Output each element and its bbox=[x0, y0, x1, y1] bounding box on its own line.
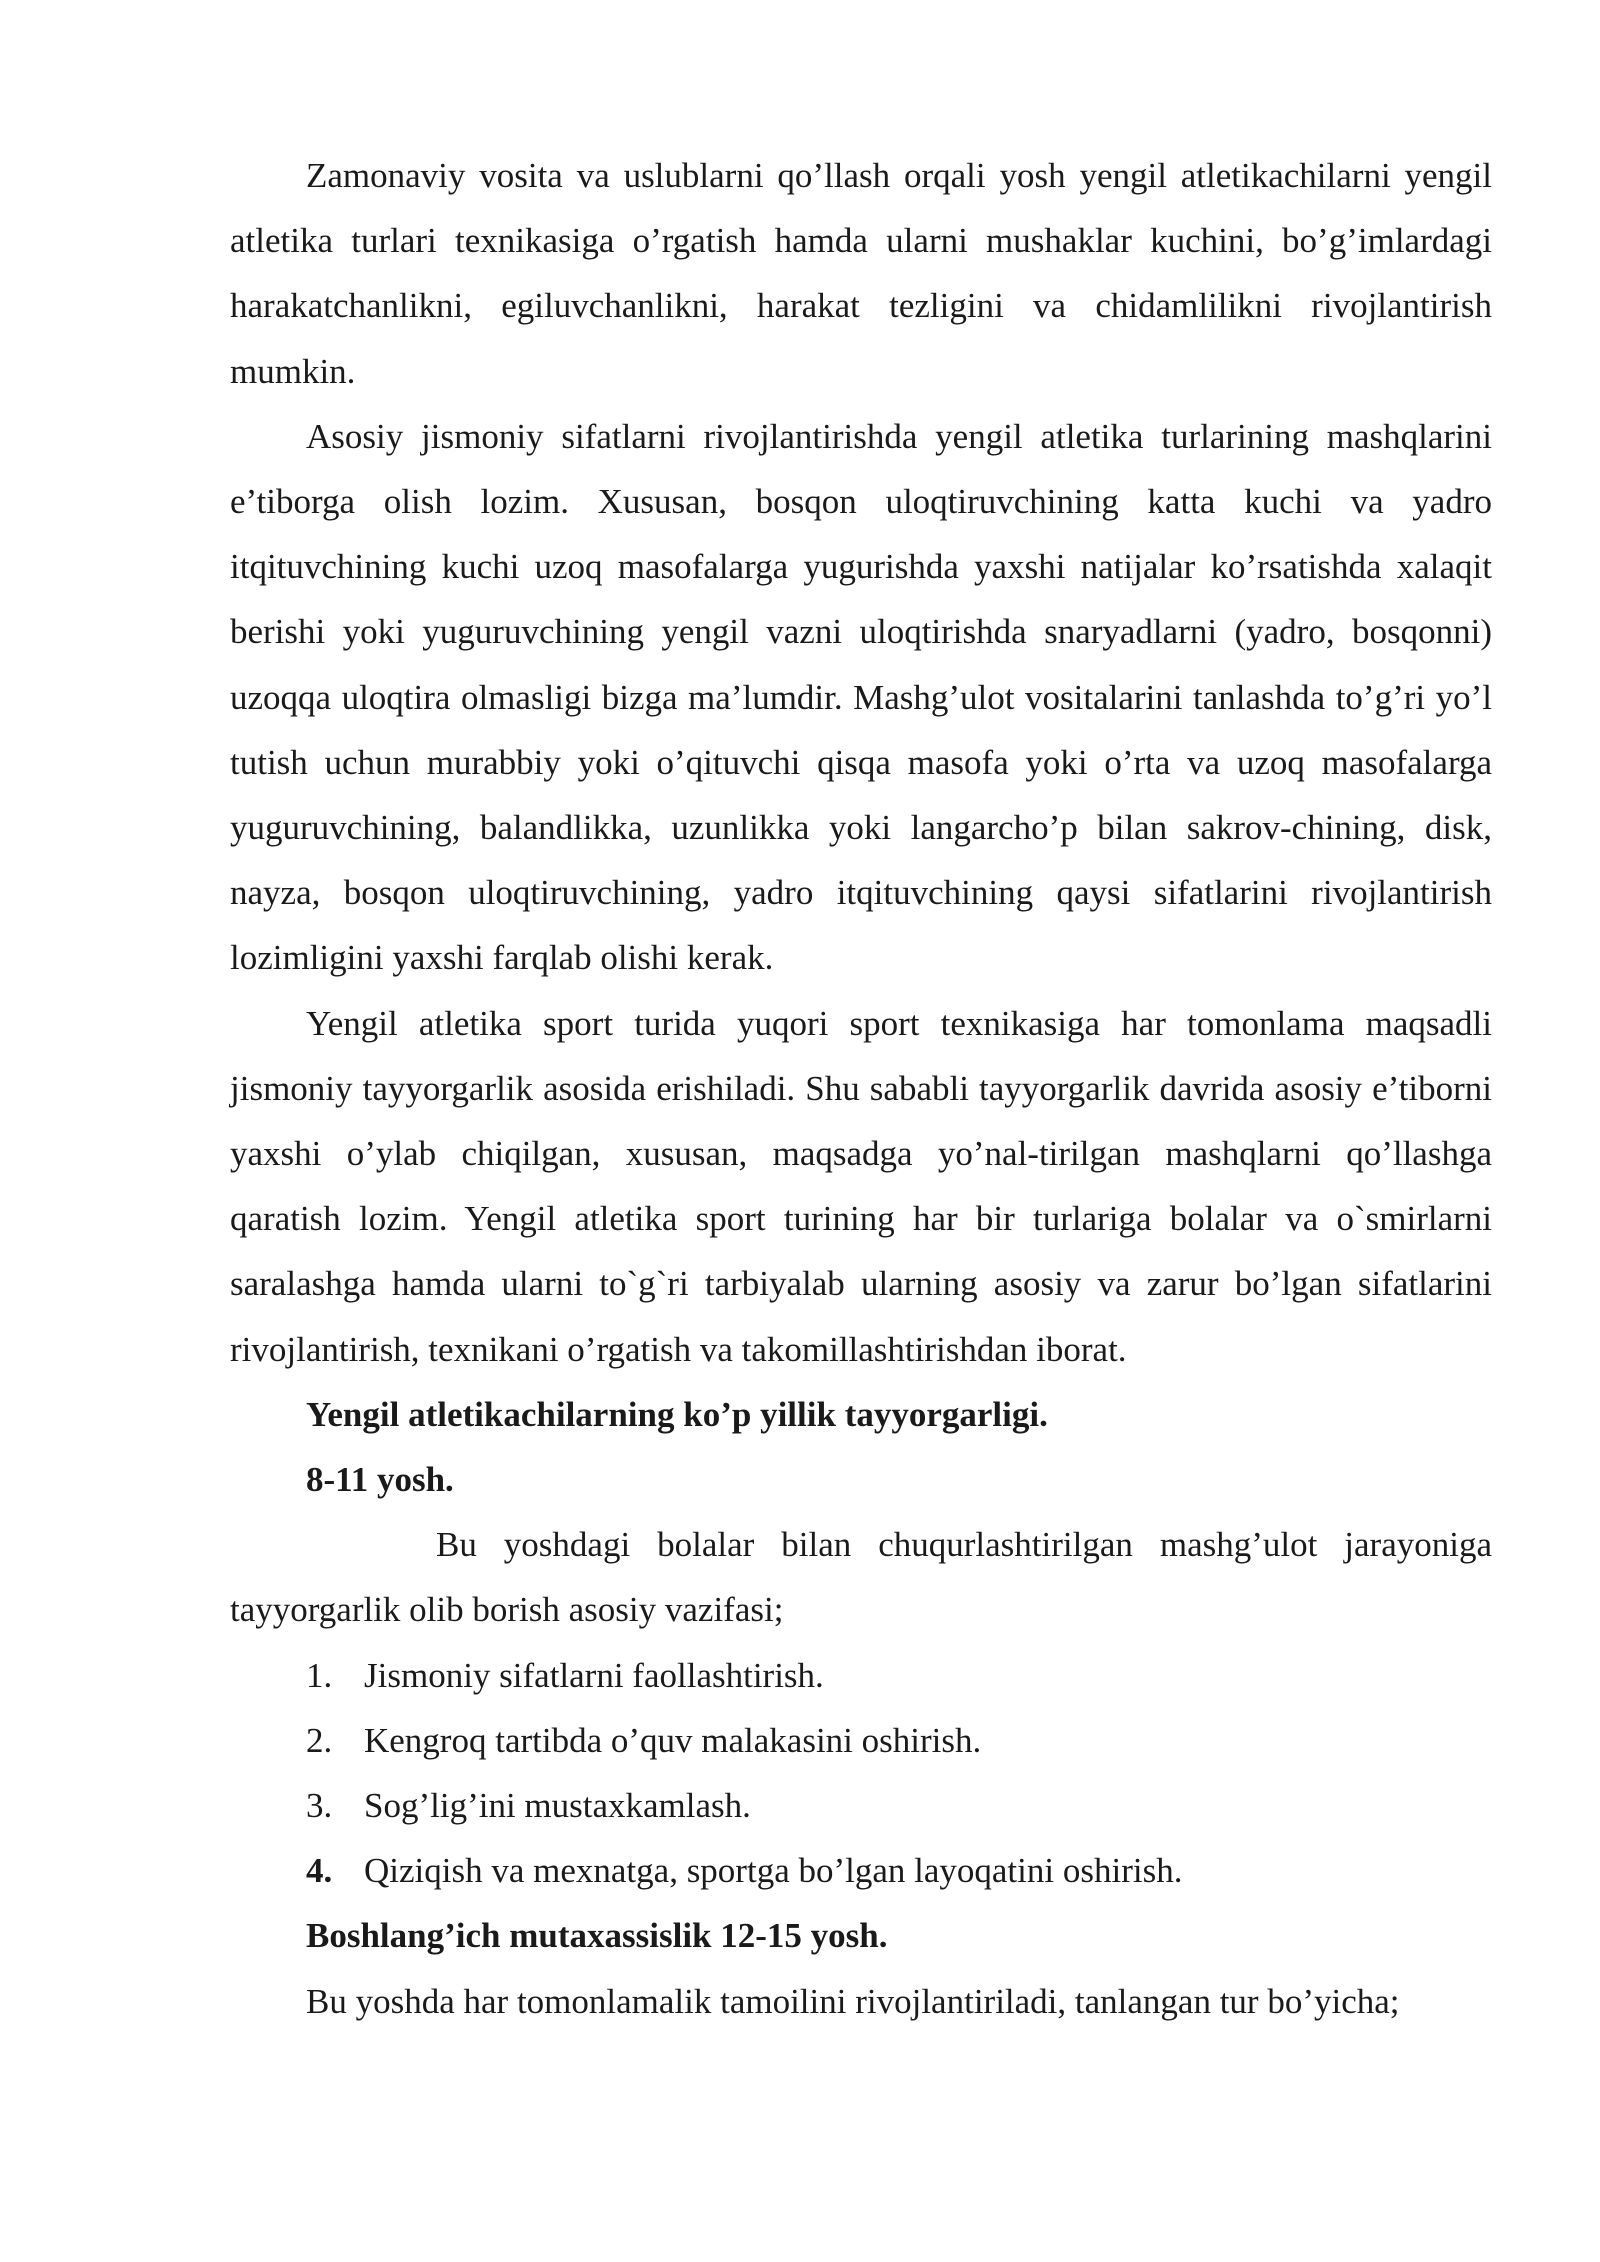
paragraph-physical-qualities: Asosiy jismoniy sifatlarni rivojlantirishda yengil atletika turlarining mashqlarini e’tiborga olish lozim. Xususan, bosqon uloqtiruvchining katta kuchi va yadro itqituvchining kuchi uzoq masofalarga yugurishda yaxshi natijalar ko’rsatishda xalaqit berishi yoki yuguruvchining yengil vazni uloqtirishda snaryadlarni (yadro, bosqonni) uzoqqa uloqtira olmasligi bizga ma’lumdir. Mashg’ulot vositalarini tanlashda to’g’ri yo’l tutish uchun murabbiy yoki o’qituvchi qisqa masofa yoki o’rta va uzoq masofalarga yuguruvchining, balandlikka, uzunlikka yoki langarcho’p bilan sakrov-chining, disk, nayza, bosqon uloqtiruvchining, yadro itqituvchining qaysi sifatlarini rivojlantirish lozimligini yaxshi farqlab olishi kerak. bbox=[230, 416, 1492, 978]
paragraph-age-12-15: Bu yoshda har tomonlamalik tamoilini rivojlantiriladi, tanlangan tur bo’yicha; bbox=[306, 1981, 1400, 2021]
list-item-number: 1. bbox=[306, 1655, 333, 1695]
paragraph-modern-methods: Zamonaviy vosita va uslublarni qo’llash orqali yosh yengil atletikachilarni yengil atletika turlari texnikasiga o’rgatish hamda ularni mushaklar kuchini, bo’g’imlardagi harakatchanlikni, egiluvchanlikni, harakat tezligini va chidamlilikni rivojlantirish mumkin. bbox=[230, 156, 1492, 391]
list-item bbox=[230, 1773, 1492, 1838]
list-item-text: Kengroq tartibda o’quv malakasini oshirish. bbox=[364, 1720, 982, 1760]
list-item-text: Sog’lig’ini mustaxkamlash. bbox=[364, 1786, 751, 1826]
list-item-number: 3. bbox=[306, 1786, 333, 1826]
list-item-number: 4. bbox=[306, 1851, 333, 1891]
task-list bbox=[230, 1643, 1492, 1904]
heading-initial-specialization: Boshlang’ich mutaxassislik 12-15 yosh. bbox=[306, 1916, 888, 1956]
list-item bbox=[230, 1838, 1492, 1903]
heading-long-term-training: Yengil atletikachilarning ko’p yillik tayyorgarligi. bbox=[306, 1394, 1048, 1434]
paragraph-age-task: Bu yoshdagi bolalar bilan chuqurlashtirilgan mashg’ulot jarayoniga tayyorgarlik olib borish asosiy vazifasi; bbox=[230, 1525, 1492, 1630]
list-item-text: Jismoniy sifatlarni faollashtirish. bbox=[364, 1655, 824, 1695]
paragraph-sport-technique: Yengil atletika sport turida yuqori sport texnikasiga har tomonlama maqsadli jismoniy tayyorgarlik asosida erishiladi. Shu sababli tayyorgarlik davrida asosiy e’tiborni yaxshi o’ylab chiqilgan, xususan, maqsadga yo’nal-tirilgan mashqlarni qo’llashga qaratish lozim. Yengil atletika sport turining har bir turlariga bolalar va o`smirlarni saralashga hamda ularni to`g`ri tarbiyalab ularning asosiy va zarur bo’lgan sifatlarini rivojlantirish, texnikani o’rgatish va takomillashtirishdan iborat. bbox=[230, 1003, 1492, 1369]
list-item-text: Qiziqish va mexnatga, sportga bo’lgan layoqatini oshirish. bbox=[364, 1851, 1183, 1891]
list-item-number: 2. bbox=[306, 1720, 333, 1760]
list-item bbox=[230, 1708, 1492, 1773]
list-item bbox=[230, 1643, 1492, 1708]
heading-age-8-11: 8-11 yosh. bbox=[306, 1460, 454, 1500]
page-content bbox=[230, 143, 1492, 2034]
